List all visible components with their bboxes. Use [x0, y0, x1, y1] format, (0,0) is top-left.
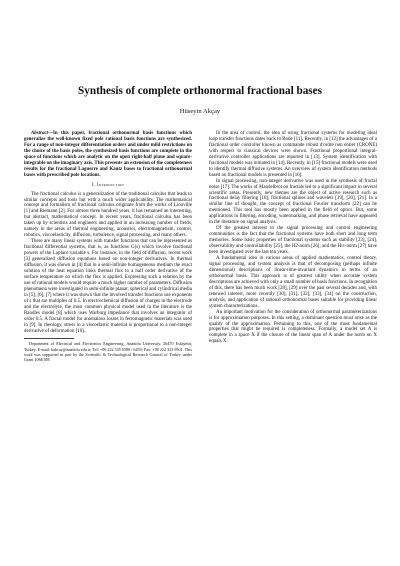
footnote: Department of Electrical and Electronics Engineering, Anadolu University, 26470 Eskişehir, Turkey. E-mail: hakcay@anadolu.edu.tr; Tel: +90 222 335 0580 / 6459; Fax: +90 222 323 9501. This work was supported in part by the Scientific & Technological Research Council of Turkey under Grant 106E108. — [24, 341, 192, 362]
right-paragraph-5: An important motivation for the consideration of orthonormal parameterizations is for approximation purposes. In this setting, a dominant question must arise as the quality of the approximation. Pertaining to this, one of the most fundamental properties that might be required is completeness. Formally, a model set A is complete in a space X if the closure of the linear span of A under the norm on X equals X. — [209, 309, 377, 345]
right-paragraph-4: A fundamental idea in various areas of applied mathematics, control theory, signal processing, and system analysis is that of decomposing (perhaps infinite dimensional) descriptions of linear-time-invariant dynamics in terms of an orthonormal basis. This approach is of greatest utility when accurate system descriptions are achieved with only a small number of basis functions. In recognition of this, there has been much work [28], [29] over the past several decades and, with renewed interest, more recently [30], [31], [32], [33], [34] on the construction, analysis, and application of rational orthonormal bases suitable for providing linear system characterizations. — [209, 256, 377, 309]
footnote-rule — [24, 338, 74, 339]
right-paragraph-2: In signal processing, non-integer derivative was used in the synthesis of fractal noise [17]. The works of Mandelbrot on fractals led to a significant impact in several scientific areas. Presently, new themes are the object of active research such as fractional delay filtering [18], fractional splines and wavelets [19], [20], [21]. In a similar line of thought, the concept of fractional Fourier transform [22] can be mentioned. This tool has mostly been applied in the field of optics. But, some applications to filtering, encoding, watermarking, and phase retrieval have appeared in the literature on signal analysis. — [209, 178, 377, 226]
abstract — [24, 131, 192, 179]
paper-author: Hüseyin Akçay — [179, 108, 221, 115]
section-heading-introduction: I. Introduction — [92, 182, 124, 188]
left-paragraph-2: There are many linear systems with transfer functions that can be represented as fractional differential systems, that is, as functions G(s) which involve fractional powers of the Laplace variable s. For instance, in the field of diffusion, recent work [3] generalized diffusion equations based on non-integer derivatives. In thermal diffusion, it was shown in [4] that in a semi-infinite homogeneous medium the exact solution of the heat equation links thermal flux to a half order derivative of the surface temperature on which the flux is applied. Expressing such a relation by the use of rational models would require a much higher number of parameters. Diffusion phenomena were investigated in semi-infinite planar, spherical and cylindrical media in [5], [6], [7] where it was shown that the involved transfer functions use exponents of s that are multiples of 0.5. In electrochemical diffusion of charges in the electrode and the electrolyte, the most common physical model used in the literature is the Randles model [8] which uses Warburg impedance that involves an integrator of order 0.5. A fractal model for anomalous losses in ferromagnetic materials was used in [9]. In rheology, stress in a viscoelastic material is proportional to a non-integer derivative of deformation [10]. — [24, 239, 192, 334]
right-paragraph-1: In the area of control, the idea of using fractional systems for modeling ideal loop transfer functions dates back to Bode [11]. Recently, in [12] the advantages of a fractional order controller known as commande robust d'ordre non entier (CRONE) with respect to classical devices were shown. Fractional proportional integral-derivative controller applications are reported in [13]. System identification with fractional models was initiated in [14]. Recently, in [15] fractional models were used to identify thermal diffusive systems. An overview of system identification methods based on fractional models is presented in [16]. — [209, 131, 377, 178]
left-paragraph-1: The fractional calculus is a generalization of the traditional calculus that leads to similar concepts and tools but with a much wider applicability. The mathematical concept and formalism of fractional calculus originate from the works of Liouville [1] and Riemann [2]. For almost three hundred years, it has remained an interesting, but abstract, mathematical concept. In recent years, fractional calculus has been taken up by scientists and engineers and applied in an increasing number of fields, namely in the areas of thermal engineering, acoustics, electromagnetism, control, robotics, viscoelasticity, diffusion, turbulence, signal processing, and many others. — [24, 191, 192, 239]
abstract-label: Abstract — [31, 131, 49, 136]
paper-title: Synthesis of complete orthonormal fractional bases — [78, 85, 322, 97]
left-column — [24, 131, 192, 362]
right-column — [209, 131, 377, 345]
right-paragraph-3: Of the greatest interest to the signal processing and control engineering communities is the fact that the fractional systems have both short and long term memories. Some basic properties of fractional systems such as stability [23], [24], observability and controllability [25], the H2-norm [26], and the H∞-norm [27] have been investigated over the last ten years. — [209, 226, 377, 256]
abstract-body: —In this paper, fractional orthonormal basis functions which generalize the well-known fixed pole rational basis functions are synthesized. For a range of non-integer differentiation orders and under mild restrictions on the choice of the basis poles, the synthesized basis functions are complete in the space of functions which are analytic on the open right-half plane and square-integrable on the imaginary axis. This presents an extension of the completeness results for the fractional Laguerre and Kautz bases to fractional orthonormal bases with prescribed pole locations. — [24, 131, 192, 178]
